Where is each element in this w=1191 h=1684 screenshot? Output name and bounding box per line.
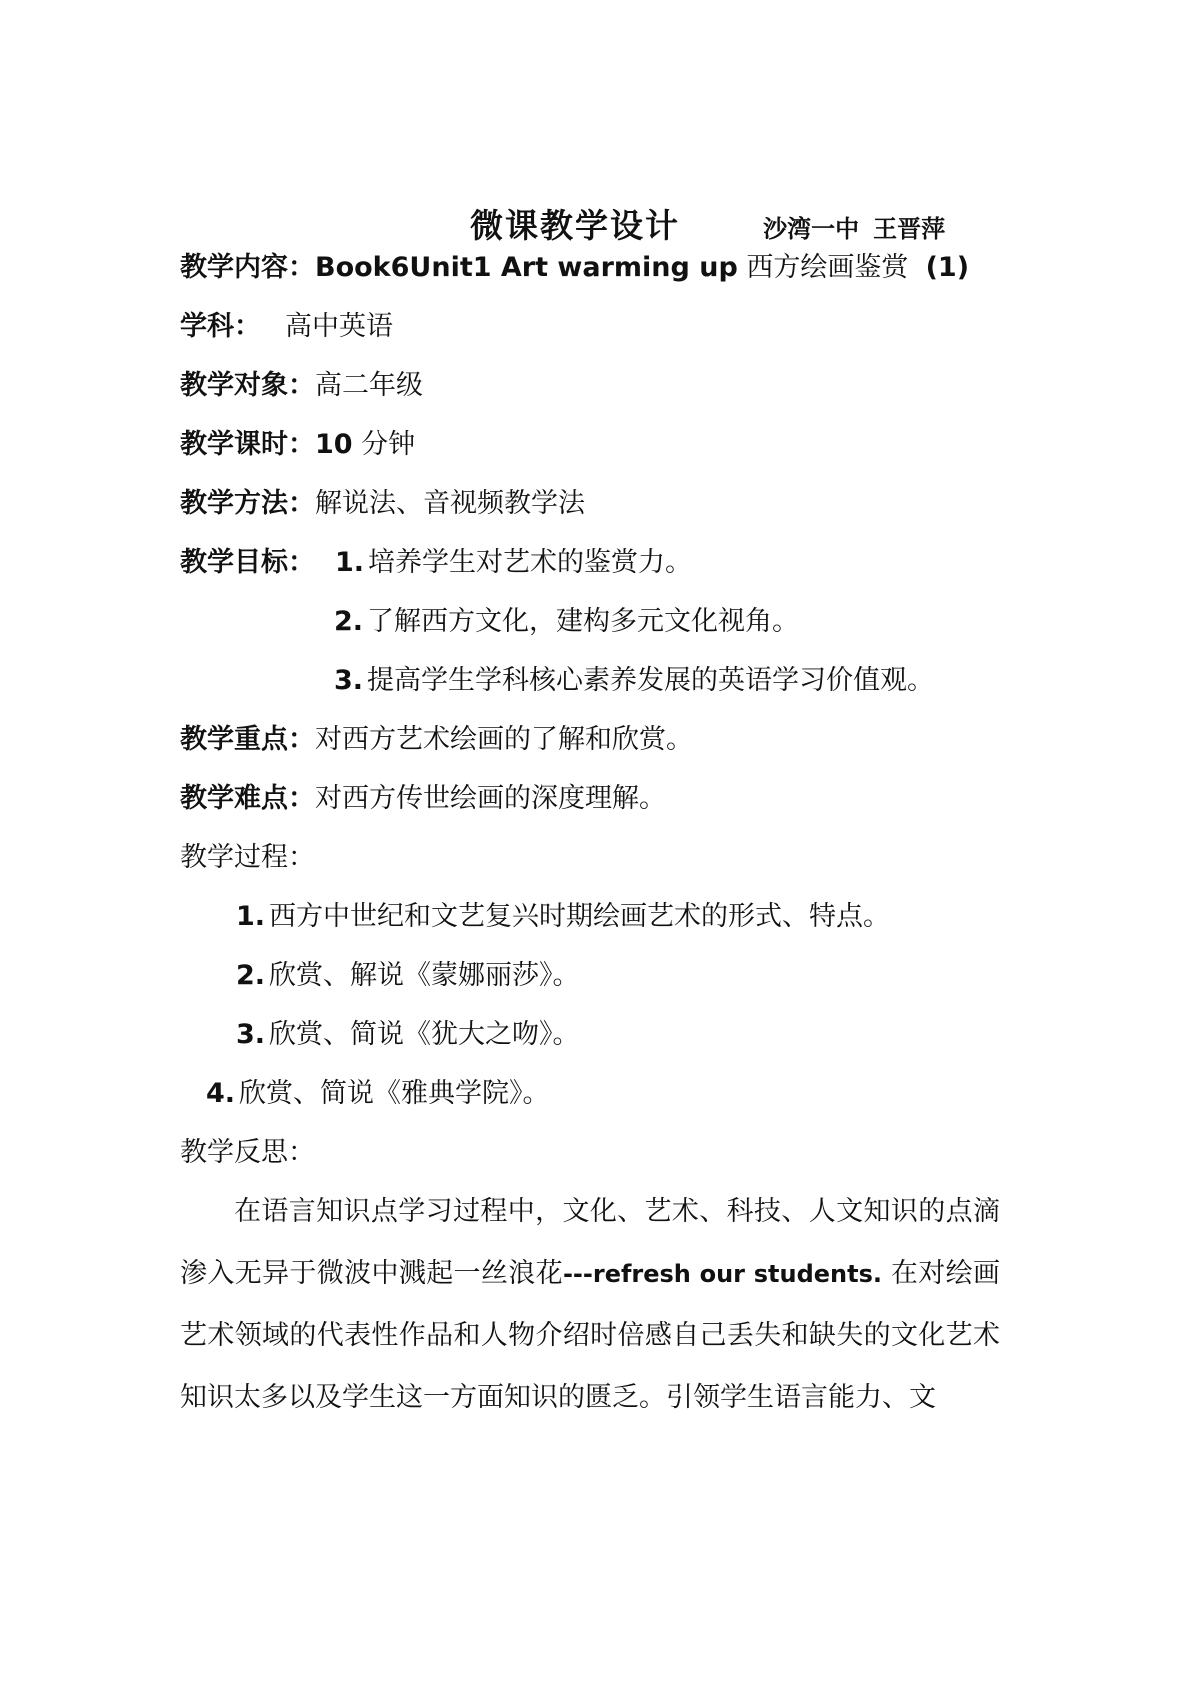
duration-row bbox=[180, 427, 415, 463]
target-label: 教学对象： bbox=[180, 370, 315, 401]
process-item: 3. 欣赏、简说《犹大之吻》。 bbox=[236, 1019, 580, 1050]
content-value-num: (1) bbox=[925, 252, 970, 283]
reflection-text-1: 在语言知识点学习过程中，文化、艺术、科技、人文知识的点滴渗入无异于微波中溅起一丝浪花 bbox=[180, 1196, 1000, 1289]
method-value: 解说法、音视频教学法 bbox=[315, 488, 585, 519]
header bbox=[470, 200, 945, 244]
process-item: 1. 西方中世纪和文艺复兴时期绘画艺术的形式、特点。 bbox=[236, 901, 891, 932]
reflection-paragraph bbox=[180, 1181, 1000, 1429]
content-value-zh: 西方绘画鉴赏 bbox=[746, 252, 909, 283]
subject-label: 学科： bbox=[180, 311, 261, 342]
reflection-label: 教学反思： bbox=[180, 1137, 315, 1168]
objective-item: 1. 培养学生对艺术的鉴赏力。 bbox=[335, 547, 693, 578]
process-item: 4. 欣赏、简说《雅典学院》。 bbox=[206, 1078, 550, 1109]
objectives-label: 教学目标： bbox=[180, 547, 315, 578]
content-label: 教学内容： bbox=[180, 252, 315, 283]
subject-row bbox=[180, 309, 393, 345]
reflection-text-2: 在对绘画艺术领域的代表性作品和人物介绍时倍感自己丢失和缺失的文化艺术知识太多以及学生这一方面知识的匮乏。引领学生语言能力、文 bbox=[180, 1258, 1000, 1413]
subject-value: 高中英语 bbox=[285, 311, 393, 342]
key-points-label: 教学重点： bbox=[180, 724, 315, 755]
page-title: 微课教学设计 bbox=[470, 206, 680, 245]
duration-label: 教学课时： bbox=[180, 429, 315, 460]
content-row bbox=[180, 250, 969, 286]
process-label: 教学过程： bbox=[180, 842, 315, 873]
duration-number: 10 bbox=[315, 429, 353, 460]
objective-item: 3. 提高学生学科核心素养发展的英语学习价值观。 bbox=[334, 665, 935, 696]
author-line bbox=[763, 209, 945, 244]
author-name: 王晋萍 bbox=[873, 214, 946, 243]
objectives-row bbox=[180, 545, 692, 581]
author-school: 沙湾一中 bbox=[763, 214, 860, 243]
duration-unit: 分钟 bbox=[361, 429, 416, 460]
target-value: 高二年级 bbox=[315, 370, 423, 401]
difficulties-label: 教学难点： bbox=[180, 783, 315, 814]
key-points-row bbox=[180, 722, 693, 758]
difficulties-value: 对西方传世绘画的深度理解。 bbox=[315, 783, 666, 814]
reflection-text-en: ---refresh our students. bbox=[562, 1260, 882, 1288]
key-points-value: 对西方艺术绘画的了解和欣赏。 bbox=[315, 724, 693, 755]
target-row bbox=[180, 368, 423, 404]
method-row bbox=[180, 486, 585, 522]
objective-item: 2. 了解西方文化，建构多元文化视角。 bbox=[334, 606, 800, 637]
process-item: 2. 欣赏、解说《蒙娜丽莎》。 bbox=[236, 960, 580, 991]
difficulties-row bbox=[180, 781, 666, 817]
content-value-en: Book6Unit1 Art warming up bbox=[315, 252, 738, 283]
method-label: 教学方法： bbox=[180, 488, 315, 519]
